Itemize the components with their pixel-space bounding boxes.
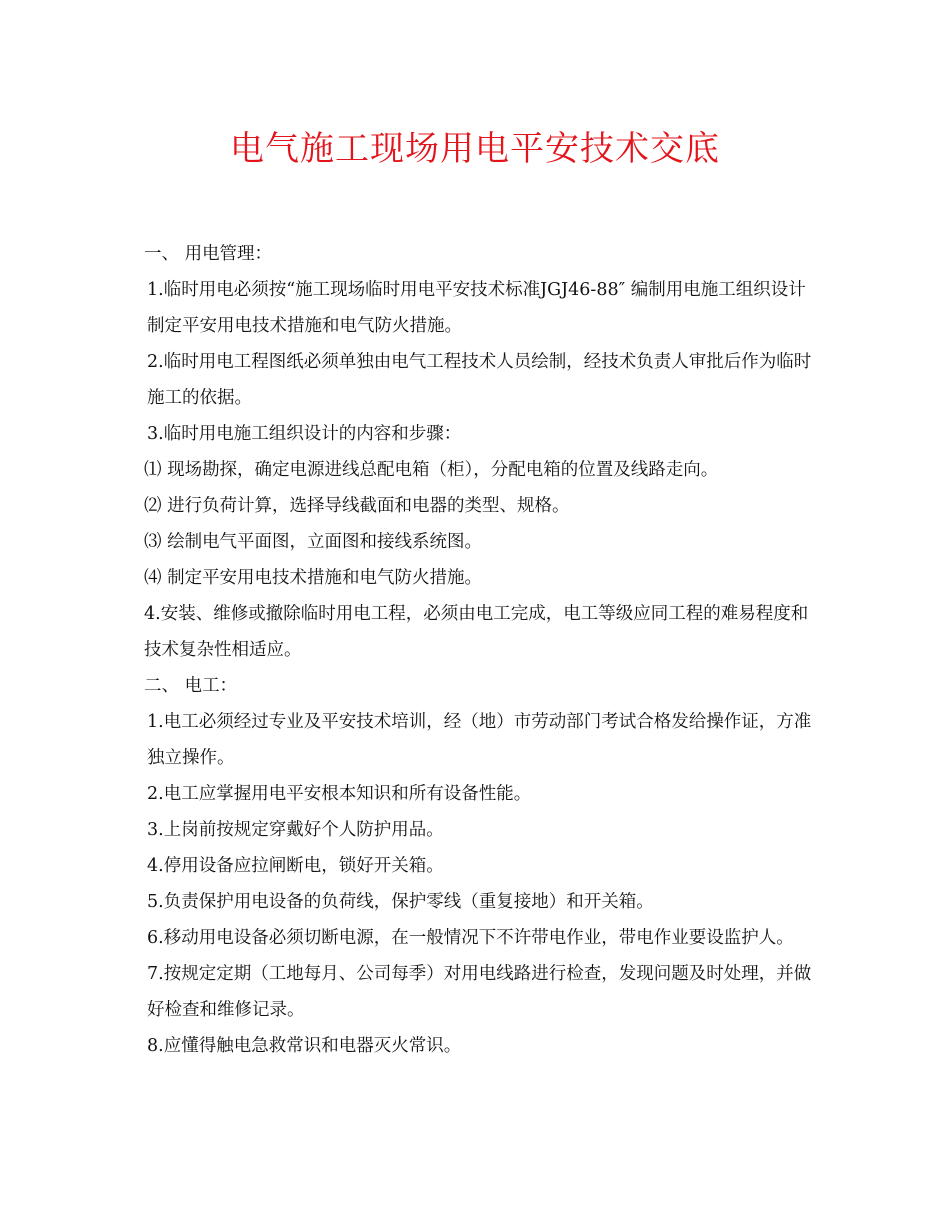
paragraph-item: 8.应懂得触电急救常识和电器灭火常识。 xyxy=(147,1036,462,1056)
paragraph-subitem: ⑵ 进行负荷计算，选择导线截面和电器的类型、规格。 xyxy=(144,496,570,516)
paragraph-item: 1.临时用电必须按“施工现场临时用电平安技术标准JGJ46-88″ 编制用电施工组织设计制定平安用电技术措施和电气防火措施。 xyxy=(147,280,806,336)
document-title: 电气施工现场用电平安技术交底 xyxy=(230,129,720,169)
paragraph-item: 2.电工应掌握用电平安根本知识和所有设备性能。 xyxy=(147,784,532,804)
document-body xyxy=(144,236,812,1064)
paragraph-subitem: ⑷ 制定平安用电技术措施和电气防火措施。 xyxy=(144,568,483,588)
paragraph-item: 5.负责保护用电设备的负荷线，保护零线（重复接地）和开关箱。 xyxy=(147,892,654,912)
paragraph-item: 4.安装、维修或撤除临时用电工程，必须由电工完成，电工等级应同工程的难易程度和技术复杂性相适应。 xyxy=(144,604,809,660)
section-heading: 一、 用电管理： xyxy=(144,244,273,264)
section-heading: 二、 电工： xyxy=(144,676,238,696)
paragraph-item: 3.临时用电施工组织设计的内容和步骤： xyxy=(147,424,462,444)
paragraph-item: 3.上岗前按规定穿戴好个人防护用品。 xyxy=(147,820,444,840)
paragraph-item: 4.停用设备应拉闸断电，锁好开关箱。 xyxy=(147,856,444,876)
paragraph-item: 6.移动用电设备必须切断电源，在一般情况下不许带电作业，带电作业要设监护人。 xyxy=(147,928,794,948)
paragraph-subitem: ⑶ 绘制电气平面图，立面图和接线系统图。 xyxy=(144,532,483,552)
paragraph-subitem: ⑴ 现场勘探，确定电源进线总配电箱（柜），分配电箱的位置及线路走向。 xyxy=(144,460,719,480)
paragraph-item: 2.临时用电工程图纸必须单独由电气工程技术人员绘制，经技术负责人审批后作为临时施工的依据。 xyxy=(147,352,812,408)
paragraph-item: 1.电工必须经过专业及平安技术培训，经（地）市劳动部门考试合格发给操作证，方准独立操作。 xyxy=(147,712,812,768)
paragraph-item: 7.按规定定期（工地每月、公司每季）对用电线路进行检查，发现问题及时处理，并做好检查和维修记录。 xyxy=(147,964,812,1020)
